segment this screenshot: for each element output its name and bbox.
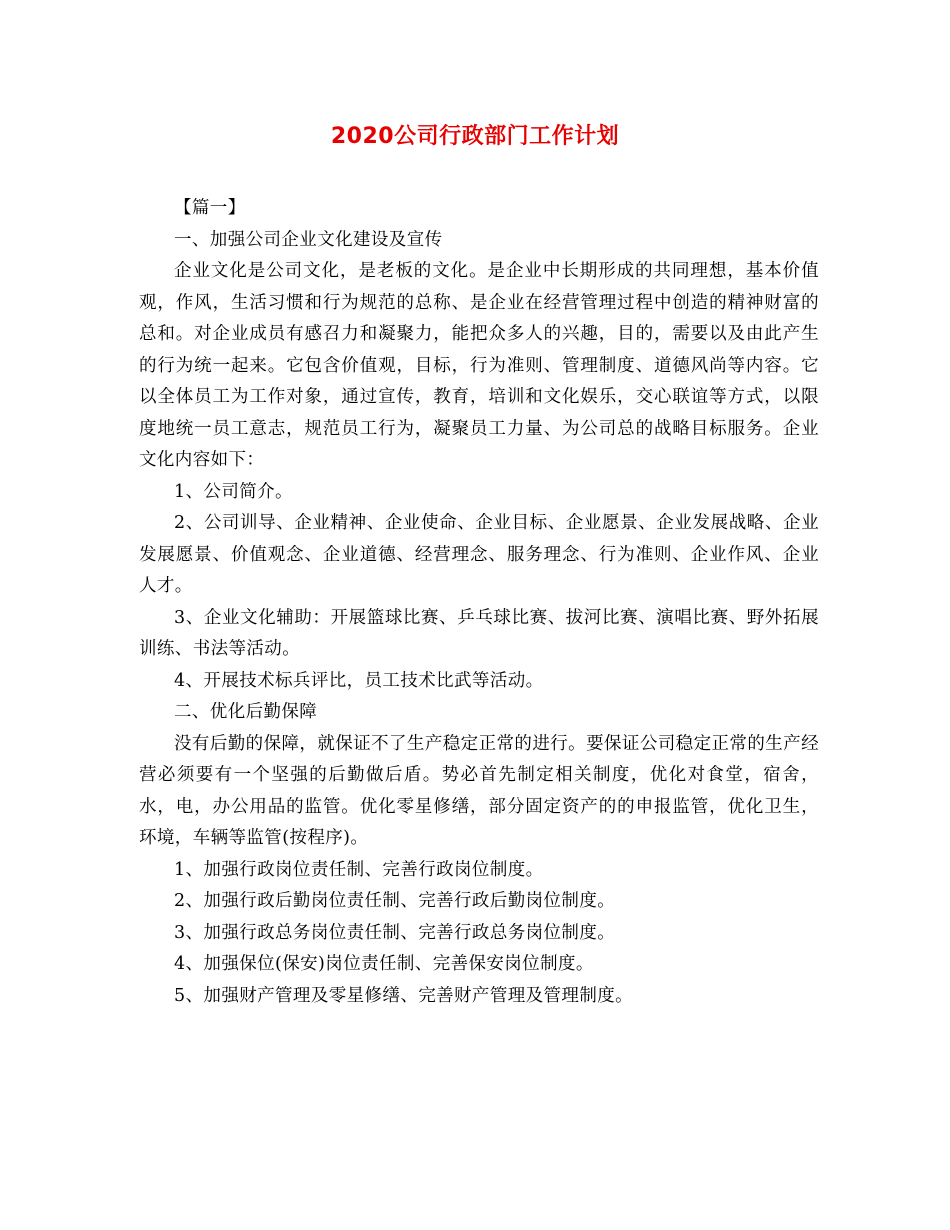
list-item: 3、企业文化辅助：开展篮球比赛、乒乓球比赛、拔河比赛、演唱比赛、野外拓展训练、书法等活动。 (139, 607, 819, 659)
document-body (139, 193, 819, 1012)
document-title: 2020公司行政部门工作计划 (330, 124, 620, 149)
list-item: 1、加强行政岗位责任制、完善行政岗位制度。 (174, 859, 544, 880)
list-item: 2、公司训导、企业精神、企业使命、企业目标、企业愿景、企业发展战略、企业发展愿景、价值观念、企业道德、经营理念、服务理念、行为准则、企业作风、企业人才。 (139, 513, 819, 596)
list-item: 4、加强保位(保安)岗位责任制、完善保安岗位制度。 (174, 954, 594, 974)
section-marker: 【篇一】 (174, 198, 246, 218)
section-heading-1: 一、加强公司企业文化建设及宣传 (174, 229, 443, 250)
paragraph: 企业文化是公司文化，是老板的文化。是企业中长期形成的共同理想，基本价值观，作风，生活习惯和行为规范的总称、是企业在经营管理过程中创造的精神财富的总和。对企业成员有感召力和凝聚力，能把众多人的兴趣，目的，需要以及由此产生的行为统一起来。它包含价值观，目标，行为准则、管理制度、道德风尚等内容。它以全体员工为工作对象，通过宣传，教育，培训和文化娱乐，交心联谊等方式，以限度地统一员工意志，规范员工行为，凝聚员工力量、为公司总的战略目标服务。企业文化内容如下： (139, 261, 819, 470)
list-item: 4、开展技术标兵评比，员工技术比武等活动。 (174, 670, 544, 691)
list-item: 2、加强行政后勤岗位责任制、完善行政后勤岗位制度。 (174, 891, 616, 911)
list-item: 3、加强行政总务岗位责任制、完善行政总务岗位制度。 (174, 922, 616, 943)
list-item: 1、公司简介。 (174, 481, 293, 502)
section-heading-2: 二、优化后勤保障 (174, 702, 318, 722)
paragraph: 没有后勤的保障，就保证不了生产稳定正常的进行。要保证公司稳定正常的生产经营必须要有一个坚强的后勤做后盾。势必首先制定相关制度，优化对食堂，宿舍，水，电，办公用品的监管。优化零星修缮，部分固定资产的的申报监管，优化卫生，环境，车辆等监管(按程序)。 (139, 733, 819, 848)
list-item: 5、加强财产管理及零星修缮、完善财产管理及管理制度。 (174, 985, 634, 1006)
